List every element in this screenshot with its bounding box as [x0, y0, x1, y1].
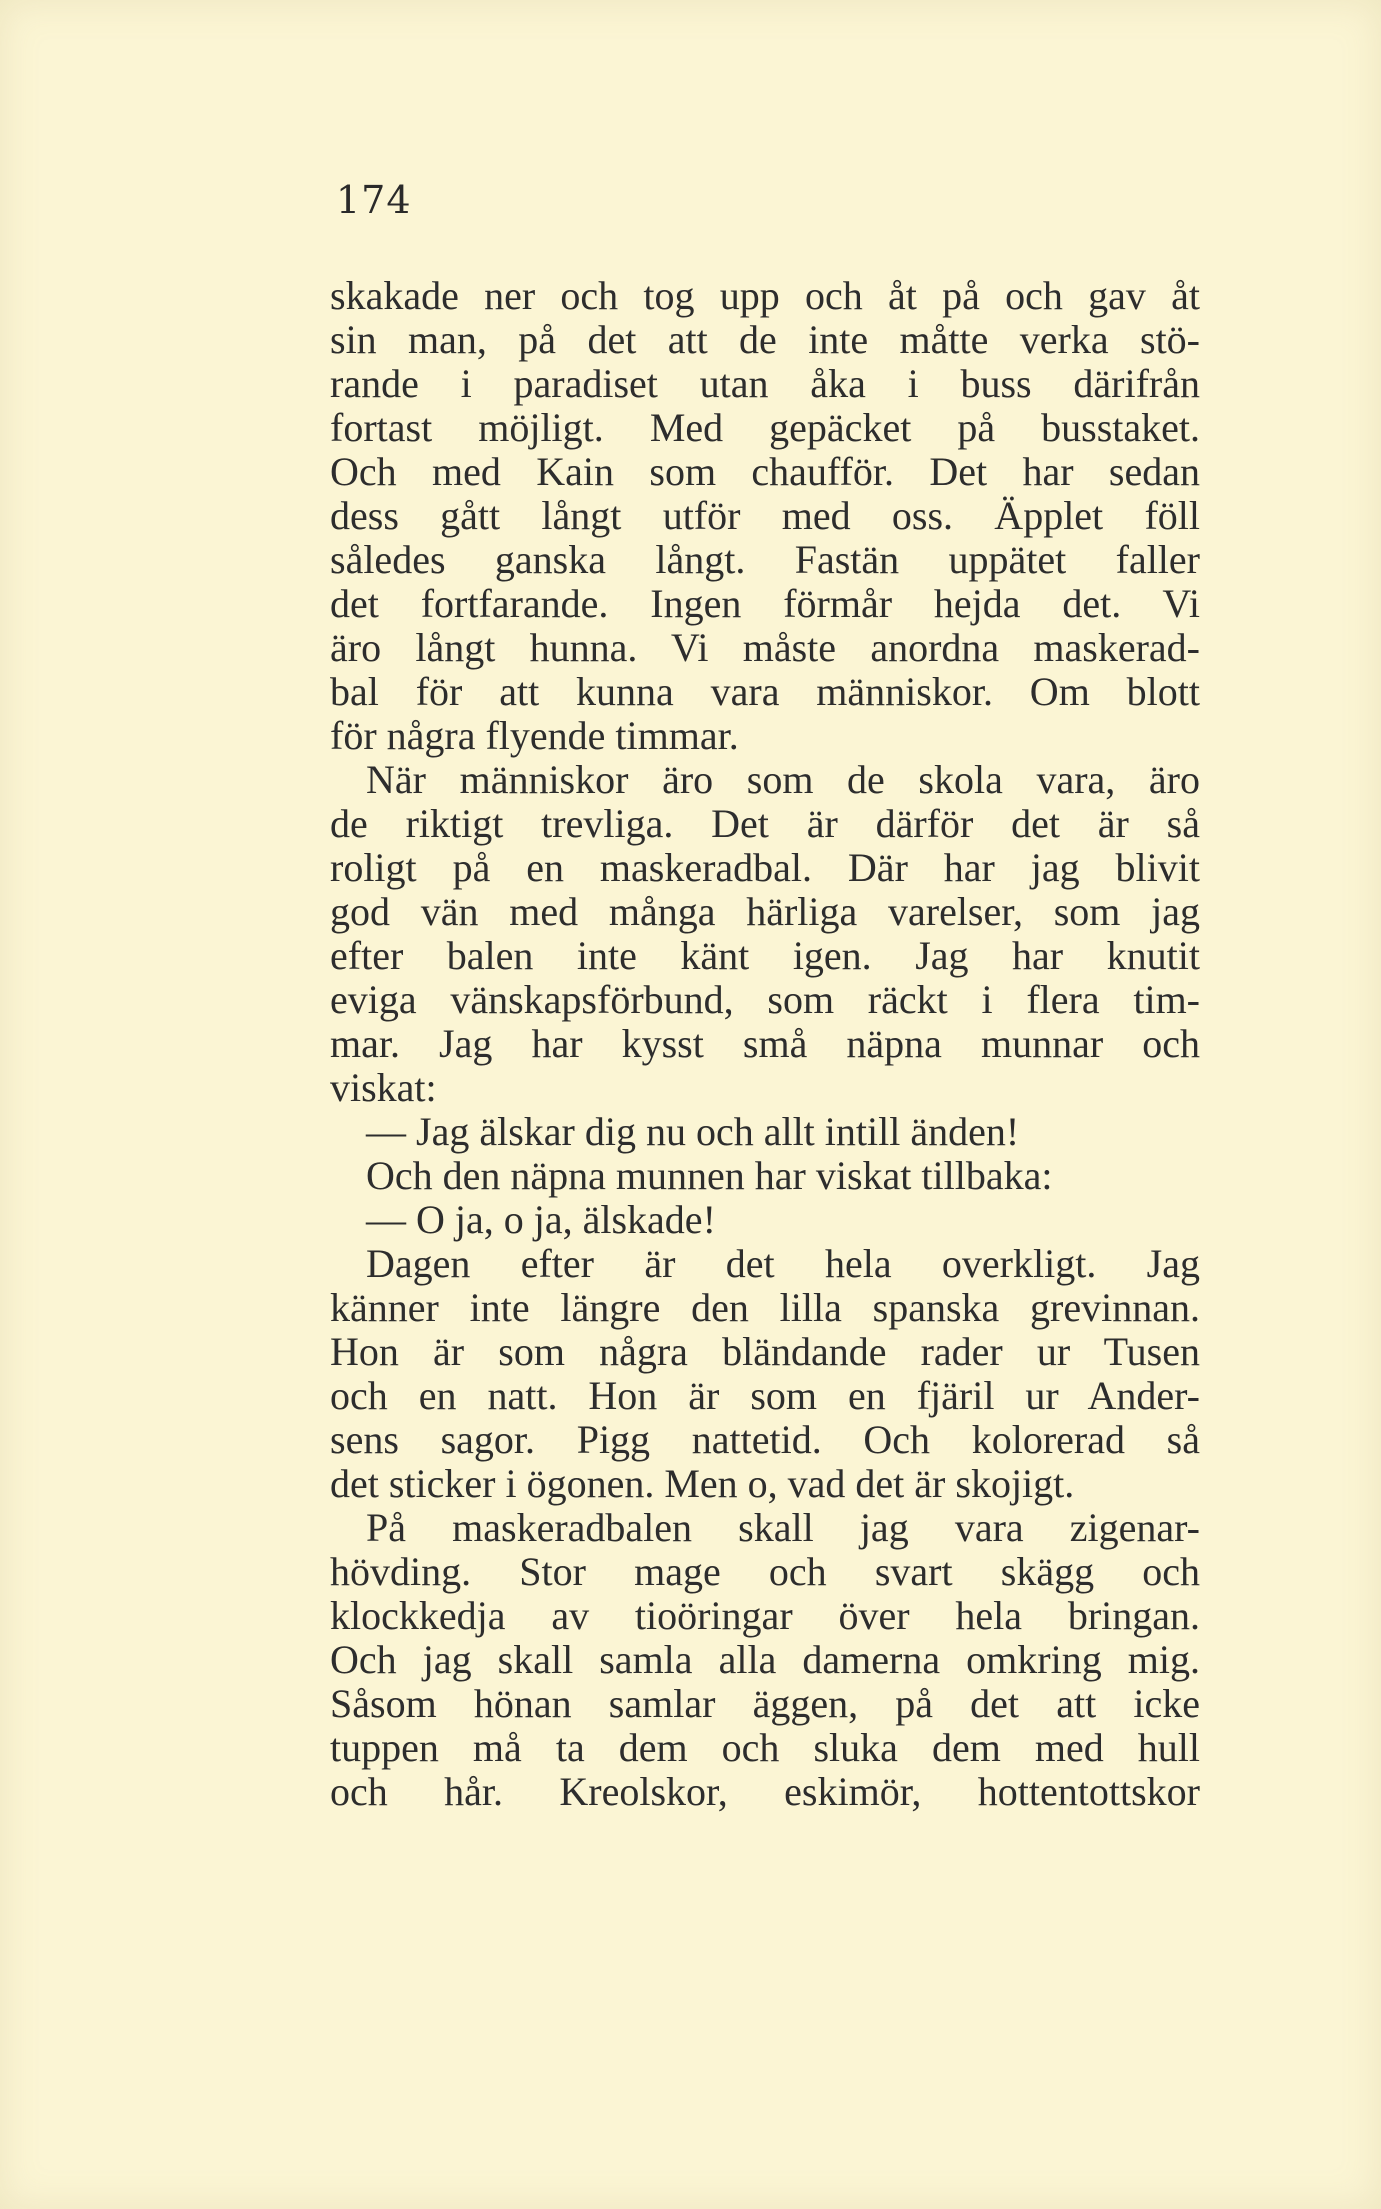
text-line: äro långt hunna. Vi måste anordna maskerad- [330, 625, 1200, 670]
text-line: det fortfarande. Ingen förmår hejda det. Vi [330, 581, 1200, 626]
text-line: god vän med många härliga varelser, som jag [330, 889, 1200, 934]
text-line: roligt på en maskeradbal. Där har jag blivit [330, 845, 1200, 890]
text-line: hövding. Stor mage och svart skägg och [330, 1549, 1200, 1594]
text-line: skakade ner och tog upp och åt på och gav åt [330, 273, 1200, 318]
text-line: Såsom hönan samlar äggen, på det att icke [330, 1681, 1200, 1726]
text-line: således ganska långt. Fastän uppätet faller [330, 537, 1200, 582]
text-line: Och den näpna munnen har viskat tillbaka: [366, 1153, 1053, 1198]
text-line: mar. Jag har kysst små näpna munnar och [330, 1021, 1200, 1066]
text-line: och en natt. Hon är som en fjäril ur Ander- [330, 1373, 1200, 1418]
text-line: klockkedja av tioöringar över hela bringan. [330, 1593, 1200, 1638]
text-line: fortast möjligt. Med gepäcket på busstaket. [330, 405, 1200, 450]
text-line: rande i paradiset utan åka i buss därifrån [330, 361, 1200, 406]
dialogue-line: — O ja, o ja, älskade! [366, 1197, 716, 1242]
text-line: de riktigt trevliga. Det är därför det är så [330, 801, 1200, 846]
text-line: och hår. Kreolskor, eskimör, hottentottskor [330, 1769, 1200, 1814]
page-number: 174 [336, 178, 412, 222]
text-line: När människor äro som de skola vara, äro [366, 757, 1200, 802]
body-text [330, 274, 1200, 1814]
text-line: sens sagor. Pigg nattetid. Och kolorerad så [330, 1417, 1200, 1462]
text-line: eviga vänskapsförbund, som räckt i flera tim- [330, 977, 1200, 1022]
text-line: På maskeradbalen skall jag vara zigenar- [366, 1505, 1200, 1550]
text-line: dess gått långt utför med oss. Äpplet föll [330, 493, 1200, 538]
text-line: tuppen må ta dem och sluka dem med hull [330, 1725, 1200, 1770]
text-line: viskat: [330, 1065, 437, 1110]
text-line: för några flyende timmar. [330, 713, 739, 758]
text-line: Hon är som några bländande rader ur Tusen [330, 1329, 1200, 1374]
dialogue-line: — Jag älskar dig nu och allt intill änden! [366, 1109, 1020, 1154]
text-line: bal för att kunna vara människor. Om blott [330, 669, 1200, 714]
text-line: Och jag skall samla alla damerna omkring mig. [330, 1637, 1200, 1682]
text-line: Och med Kain som chaufför. Det har sedan [330, 449, 1200, 494]
text-line: sin man, på det att de inte måtte verka stö- [330, 317, 1200, 362]
text-line: det sticker i ögonen. Men o, vad det är skojigt. [330, 1461, 1075, 1506]
text-line: efter balen inte känt igen. Jag har knutit [330, 933, 1200, 978]
text-line: Dagen efter är det hela overkligt. Jag [366, 1241, 1200, 1286]
text-line: känner inte längre den lilla spanska grevinnan. [330, 1285, 1200, 1330]
